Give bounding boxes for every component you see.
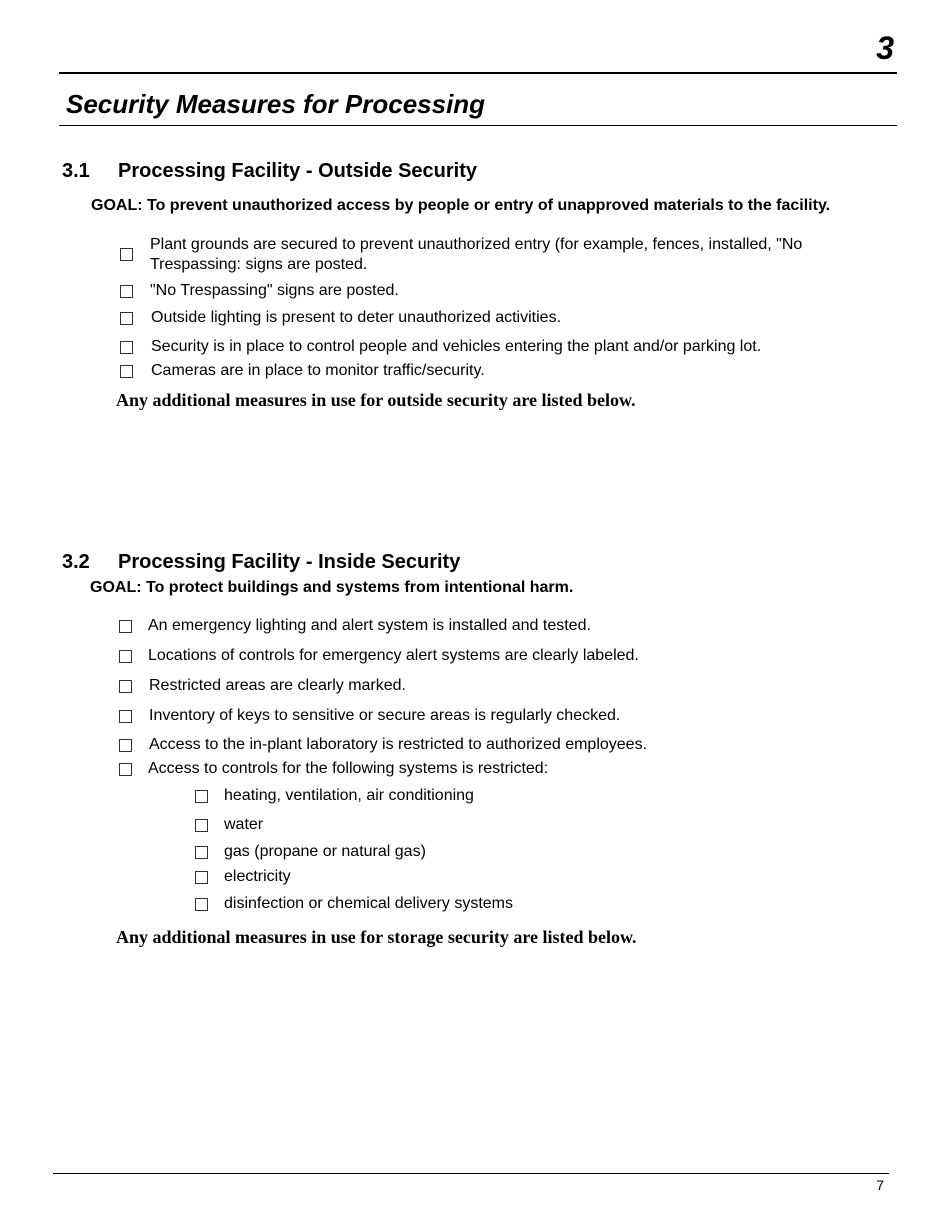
checklist-item-label: Plant grounds are secured to prevent unauthorized entry (for example, fences, installed, "No Trespassing: signs are posted. xyxy=(150,236,803,273)
checkbox[interactable] xyxy=(119,680,132,693)
checklist-subitem-label: water xyxy=(224,816,264,833)
checklist-subitem-label: electricity xyxy=(224,868,291,885)
checklist-subitem[interactable] xyxy=(195,894,824,914)
checkbox[interactable] xyxy=(195,790,208,803)
checklist-subitem[interactable] xyxy=(195,842,824,862)
section-heading-3-1 xyxy=(62,160,477,183)
checkbox[interactable] xyxy=(120,312,133,325)
checklist-item[interactable] xyxy=(119,706,859,726)
section-number: 3.2 xyxy=(62,551,90,573)
additional-measures-note: Any additional measures in use for storage security are listed below. xyxy=(116,927,637,947)
checklist-item[interactable] xyxy=(120,281,860,301)
chapter-number: 3 xyxy=(876,30,894,66)
checklist-subitem-label: disinfection or chemical delivery systems xyxy=(224,895,513,912)
header-rule-bottom xyxy=(59,125,897,126)
checklist-item-label: An emergency lighting and alert system is installed and tested. xyxy=(148,617,591,634)
checkbox[interactable] xyxy=(120,341,133,354)
checkbox[interactable] xyxy=(119,620,132,633)
section-title: Processing Facility - Outside Security xyxy=(118,160,478,182)
checkbox[interactable] xyxy=(119,710,132,723)
checklist-item[interactable] xyxy=(119,646,858,666)
checkbox[interactable] xyxy=(120,248,133,261)
checklist-subitem[interactable] xyxy=(195,815,824,835)
checklist-item-label: Access to controls for the following systems is restricted: xyxy=(148,760,549,777)
checkbox[interactable] xyxy=(119,650,132,663)
checkbox[interactable] xyxy=(195,871,208,884)
checklist-item[interactable] xyxy=(119,616,858,636)
page-number: 7 xyxy=(876,1177,884,1193)
checkbox[interactable] xyxy=(120,365,133,378)
checklist-item[interactable] xyxy=(120,337,861,357)
section-title: Processing Facility - Inside Security xyxy=(118,551,461,573)
checkbox[interactable] xyxy=(195,846,208,859)
checklist-item-label: Cameras are in place to monitor traffic/security. xyxy=(151,362,485,379)
checkbox[interactable] xyxy=(195,819,208,832)
checkbox[interactable] xyxy=(119,763,132,776)
checklist-subitem[interactable] xyxy=(195,786,824,806)
section-heading-3-2 xyxy=(62,551,460,574)
section-number: 3.1 xyxy=(62,160,90,182)
checklist-item[interactable] xyxy=(119,735,859,755)
section-goal: GOAL: To protect buildings and systems from intentional harm. xyxy=(90,579,574,596)
header-rule-top xyxy=(59,72,897,74)
checkbox[interactable] xyxy=(119,739,132,752)
checklist-item[interactable] xyxy=(120,361,861,381)
section-goal: GOAL: To prevent unauthorized access by people or entry of unapproved materials to the facility. xyxy=(91,197,831,214)
page-title: Security Measures for Processing xyxy=(66,89,486,119)
checklist-item-label: Outside lighting is present to deter unauthorized activities. xyxy=(151,309,562,326)
checklist-item-label: Access to the in-plant laboratory is restricted to authorized employees. xyxy=(149,736,648,753)
checklist-item[interactable] xyxy=(119,759,858,779)
checklist-item-label: "No Trespassing" signs are posted. xyxy=(150,282,399,299)
checklist-item[interactable] xyxy=(120,235,860,275)
checklist-item[interactable] xyxy=(119,676,859,696)
checkbox[interactable] xyxy=(120,285,133,298)
checklist-item-label: Security is in place to control people and vehicles entering the plant and/or parking lot. xyxy=(151,338,762,355)
checklist-item-label: Inventory of keys to sensitive or secure areas is regularly checked. xyxy=(149,707,621,724)
checklist-subitem-label: heating, ventilation, air conditioning xyxy=(224,787,474,804)
checkbox[interactable] xyxy=(195,898,208,911)
footer-rule xyxy=(53,1173,889,1174)
additional-measures-note: Any additional measures in use for outside security are listed below. xyxy=(116,390,636,410)
checklist-subitem[interactable] xyxy=(195,867,824,887)
checklist-item[interactable] xyxy=(120,308,861,328)
checklist-subitem-label: gas (propane or natural gas) xyxy=(224,843,426,860)
checklist-item-label: Restricted areas are clearly marked. xyxy=(149,677,406,694)
checklist-item-label: Locations of controls for emergency alert systems are clearly labeled. xyxy=(148,647,639,664)
